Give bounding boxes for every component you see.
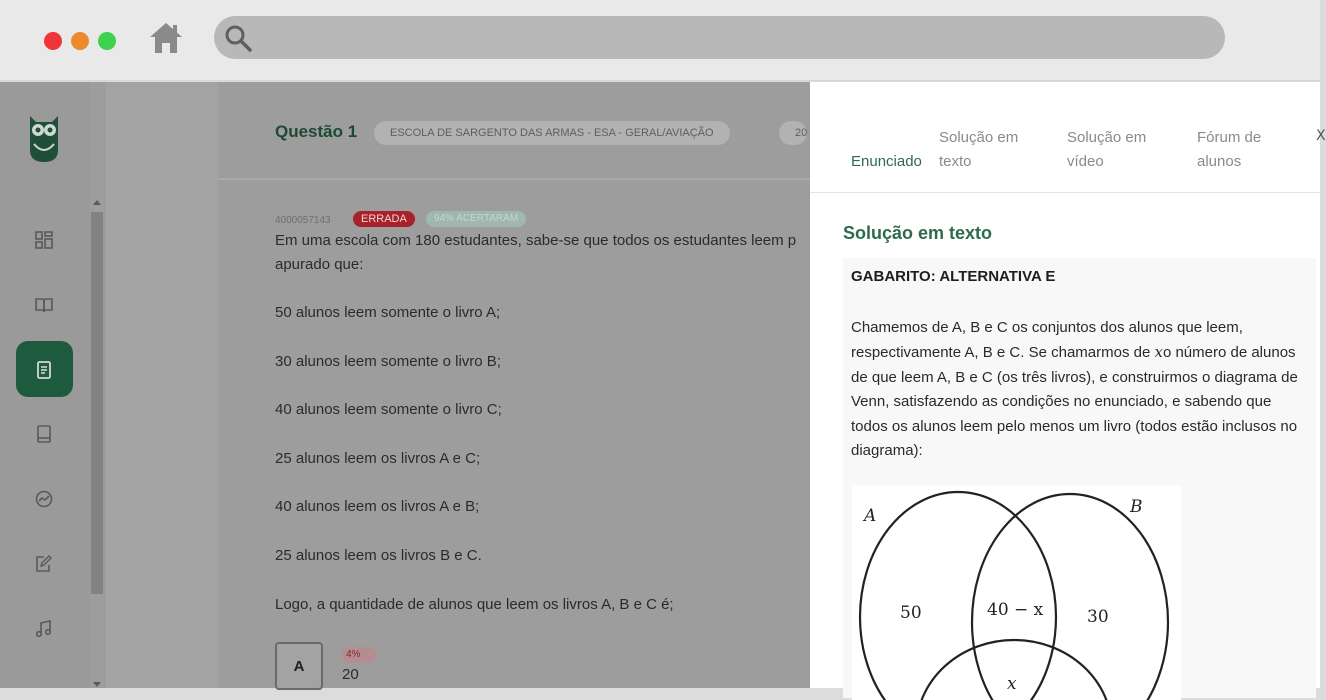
header-divider — [218, 178, 810, 180]
success-rate-badge: 94% ACERTARAM — [426, 211, 526, 227]
home-icon[interactable] — [148, 20, 184, 56]
window-maximize-button[interactable] — [98, 32, 116, 50]
dashboard-icon[interactable] — [34, 230, 54, 250]
music-icon[interactable] — [34, 619, 54, 639]
year-chip[interactable]: 20 — [779, 121, 807, 145]
alternative-value: 20 — [342, 666, 359, 683]
venn-a-and-b: 40 − x — [987, 600, 1044, 620]
question-line: 25 alunos leem os livros B e C. — [275, 547, 482, 564]
venn-only-a: 50 — [900, 603, 922, 623]
drawer-tabs — [810, 82, 1326, 193]
paragraph-text: o número de alunos de que leem A, B e C (os três livros), e construirmos o diagrama de Venn, satisfazendo as condições no enunciado, e sabendo que todos os alunos leem pelo menos um livro (todos estão inclusos no diagrama): — [851, 344, 1298, 460]
venn-only-b: 30 — [1087, 607, 1109, 627]
book-open-icon[interactable] — [34, 295, 54, 315]
question-line: Em uma escola com 180 estudantes, sabe-se que todos os estudantes leem p — [275, 232, 797, 249]
venn-set-a — [860, 492, 1056, 700]
alternative-letter: A — [293, 658, 305, 675]
exam-chip[interactable]: ESCOLA DE SARGENTO DAS ARMAS - ESA - GERAL/AVIAÇÃO — [374, 121, 730, 145]
solution-title: Solução em texto — [843, 223, 993, 243]
scroll-down-icon[interactable] — [93, 682, 101, 687]
paragraph-text: Chamemos de A, B e C os conjuntos dos alunos que leem, respectivamente A, B e C. Se chamarmos de — [851, 319, 1243, 362]
edit-icon[interactable] — [34, 554, 54, 574]
scroll-up-icon[interactable] — [93, 200, 101, 205]
variable-x: x — [1154, 343, 1163, 362]
alternative-a-button[interactable] — [275, 642, 323, 690]
question-line: 25 alunos leem os livros A e C; — [275, 450, 481, 467]
question-line: 40 alunos leem somente o livro C; — [275, 401, 502, 418]
solution-drawer — [810, 82, 1326, 694]
venn-set-b — [972, 494, 1168, 700]
secondary-panel — [108, 82, 218, 688]
window-minimize-button[interactable] — [71, 32, 89, 50]
sidebar-scrollbar[interactable] — [90, 194, 104, 688]
scrollbar-thumb[interactable] — [91, 212, 103, 594]
document-icon[interactable] — [34, 360, 54, 380]
venn-label-a: A — [864, 506, 877, 526]
notebook-icon[interactable] — [34, 424, 54, 444]
browser-toolbar — [0, 0, 1320, 81]
tab-solucao-texto[interactable]: Solução em texto — [939, 129, 1019, 170]
status-badge: ERRADA — [353, 211, 415, 227]
alternative-percent-badge: 4% — [342, 647, 376, 663]
solution-paragraph — [851, 316, 1301, 463]
question-line: apurado que: — [275, 256, 364, 273]
tab-enunciado[interactable]: Enunciado — [851, 153, 922, 170]
venn-diagram — [852, 485, 1181, 700]
question-line: 30 alunos leem somente o livro B; — [275, 353, 501, 370]
chart-icon[interactable] — [34, 489, 54, 509]
answer-key: GABARITO: ALTERNATIVA E — [851, 268, 1056, 285]
close-drawer-button[interactable]: X — [1316, 128, 1326, 144]
question-id: 4000057143 — [275, 215, 331, 226]
question-line: Logo, a quantidade de alunos que leem os livros A, B e C é; — [275, 596, 674, 613]
sidebar — [0, 82, 90, 688]
tab-solucao-video[interactable]: Solução em vídeo — [1067, 129, 1147, 170]
venn-label-b: B — [1130, 497, 1143, 517]
question-title: Questão 1 — [275, 122, 358, 141]
solution-body — [843, 258, 1316, 698]
owl-logo-icon — [26, 110, 62, 164]
search-icon — [224, 24, 252, 52]
window-close-button[interactable] — [44, 32, 62, 50]
venn-center: x — [1007, 674, 1017, 694]
question-line: 50 alunos leem somente o livro A; — [275, 304, 501, 321]
address-bar[interactable] — [214, 16, 1225, 59]
question-line: 40 alunos leem os livros A e B; — [275, 498, 480, 515]
question-content — [218, 82, 810, 688]
tab-forum-alunos[interactable]: Fórum de alunos — [1197, 129, 1262, 170]
